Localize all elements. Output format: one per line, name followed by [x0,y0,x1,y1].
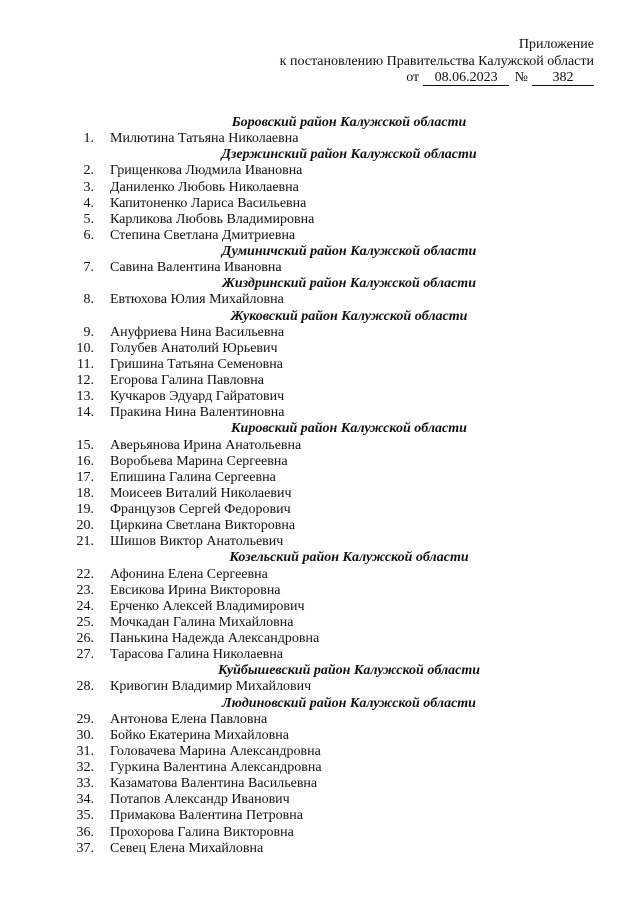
item-number: 23. [76,582,94,598]
person-name: Ануфриева Нина Васильевна [110,324,285,340]
list-item [0,131,640,147]
list-item [0,389,640,405]
person-name: Севец Елена Михайловна [110,840,264,856]
from-label: от [406,70,420,85]
list-item [0,776,640,792]
district-heading: Кировский район Калужской области [231,421,467,437]
item-number: 16. [76,453,94,469]
district-heading: Дзержинский район Калужской области [221,147,477,163]
person-name: Савина Валентина Ивановна [110,260,282,276]
list-item [0,454,640,470]
item-number: 36. [76,824,94,840]
list-item [0,599,640,615]
person-name: Ерченко Алексей Владимирович [110,598,305,614]
person-list [0,115,640,857]
person-name: Даниленко Любовь Николаевна [110,179,299,195]
item-number: 21. [76,534,94,550]
person-name: Панькина Надежда Александровна [110,631,320,646]
item-number: 28. [76,679,94,695]
person-name: Гуркина Валентина Александровна [110,760,322,775]
person-name: Милютина Татьяна Николаевна [110,131,299,147]
district-heading: Жуковский район Калужской области [230,308,468,324]
item-number: 10. [76,340,94,356]
person-name: Грищенкова Людмила Ивановна [110,163,303,179]
item-number: 31. [76,743,94,759]
person-name: Карликова Любовь Владимировна [110,211,315,227]
person-name: Тарасова Галина Николаевна [110,647,283,663]
list-item [0,405,640,421]
person-name: Головачева Марина Александровна [110,743,321,759]
district-heading: Козельский район Калужской области [229,550,469,566]
person-name: Кривогин Владимир Михайлович [110,679,312,695]
district-heading: Жиздринский район Калужской области [222,276,476,292]
item-number: 4. [83,195,94,211]
district-heading: Думиничский район Калужской области [221,244,477,259]
district-heading: Людиновский район Калужской области [222,695,476,711]
person-name: Евсикова Ирина Викторовна [110,582,281,598]
item-number: 29. [76,711,94,727]
list-item [0,325,640,341]
person-name: Епишина Галина Сергеевна [110,469,276,485]
item-number: 20. [76,518,94,534]
item-number: 24. [76,598,94,614]
appendix-title: Приложение [518,37,594,52]
person-name: Егорова Галина Павловна [110,373,264,388]
person-name: Французов Сергей Федорович [110,502,291,517]
item-number: 5. [83,211,94,227]
list-item [0,196,640,212]
list-item [0,486,640,502]
resolution-date: 08.06.2023 [423,71,509,86]
person-name: Антонова Елена Павловна [110,711,268,727]
item-number: 2. [83,163,94,179]
item-number: 11. [77,356,94,372]
list-item [0,292,640,308]
list-item [0,373,640,389]
person-name: Евтюхова Юлия Михайловна [110,292,284,308]
list-item [0,502,640,518]
item-number: 17. [76,469,94,485]
item-number: 13. [76,389,94,405]
resolution-number: 382 [532,71,594,86]
item-number: 34. [76,792,94,808]
item-number: 27. [76,647,94,663]
appendix-header [280,37,594,87]
list-item [0,260,640,276]
person-name: Степина Светлана Дмитриевна [110,227,296,243]
person-name: Афонина Елена Сергеевна [110,566,268,582]
list-item [0,163,640,179]
item-number: 32. [76,760,94,775]
list-item [0,679,640,695]
person-name: Голубев Анатолий Юрьевич [110,340,278,356]
list-item [0,583,640,599]
person-name: Шишов Виктор Анатольевич [110,534,284,550]
list-item [0,615,640,631]
item-number: 37. [76,840,94,856]
list-item [0,744,640,760]
list-item [0,212,640,228]
list-item [0,228,640,244]
list-item [0,728,640,744]
person-name: Прохорова Галина Викторовна [110,824,294,840]
item-number: 15. [76,437,94,453]
person-name: Капитоненко Лариса Васильевна [110,195,307,211]
resolution-date-line [280,70,594,87]
person-name: Потапов Александр Иванович [110,792,290,808]
list-item [0,825,640,841]
list-item [0,712,640,728]
person-name: Мочкадан Галина Михайловна [110,614,294,630]
item-number: 7. [83,260,94,276]
list-item [0,341,640,357]
resolution-reference: к постановлению Правительства Калужской области [279,53,594,69]
person-name: Пракина Нина Валентиновна [110,405,285,421]
item-number: 6. [83,227,94,243]
item-number: 1. [83,131,94,147]
person-name: Гришина Татьяна Семеновна [110,356,283,372]
district-heading: Куйбышевский район Калужской области [217,663,481,679]
list-item [0,647,640,663]
item-number: 8. [83,292,94,308]
item-number: 26. [76,631,94,646]
item-number: 25. [76,614,94,630]
list-item [0,357,640,373]
item-number: 3. [83,179,94,195]
list-item [0,792,640,808]
item-number: 33. [76,776,94,792]
person-name: Моисеев Виталий Николаевич [110,485,292,501]
person-name: Кучкаров Эдуард Гайратович [110,389,285,405]
list-item [0,470,640,486]
list-item [0,631,640,647]
item-number: 14. [76,405,94,421]
item-number: 22. [76,566,94,582]
list-item [0,841,640,857]
item-number: 35. [76,808,94,824]
list-item [0,180,640,196]
list-item [0,518,640,534]
district-heading: Боровский район Калужской области [231,115,467,130]
list-item [0,567,640,583]
number-label: № [514,70,528,85]
person-name: Казаматова Валентина Васильевна [110,776,318,792]
item-number: 9. [83,324,94,340]
person-name: Циркина Светлана Викторовна [110,518,296,534]
person-name: Бойко Екатерина Михайловна [110,727,289,743]
item-number: 12. [76,373,94,388]
list-item [0,438,640,454]
list-item [0,760,640,776]
item-number: 30. [76,727,94,743]
person-name: Примакова Валентина Петровна [110,808,303,824]
person-name: Аверьянова Ирина Анатольевна [110,437,302,453]
list-item [0,534,640,550]
list-item [0,808,640,824]
person-name: Воробьева Марина Сергеевна [110,453,288,469]
item-number: 19. [76,502,94,517]
item-number: 18. [76,485,94,501]
